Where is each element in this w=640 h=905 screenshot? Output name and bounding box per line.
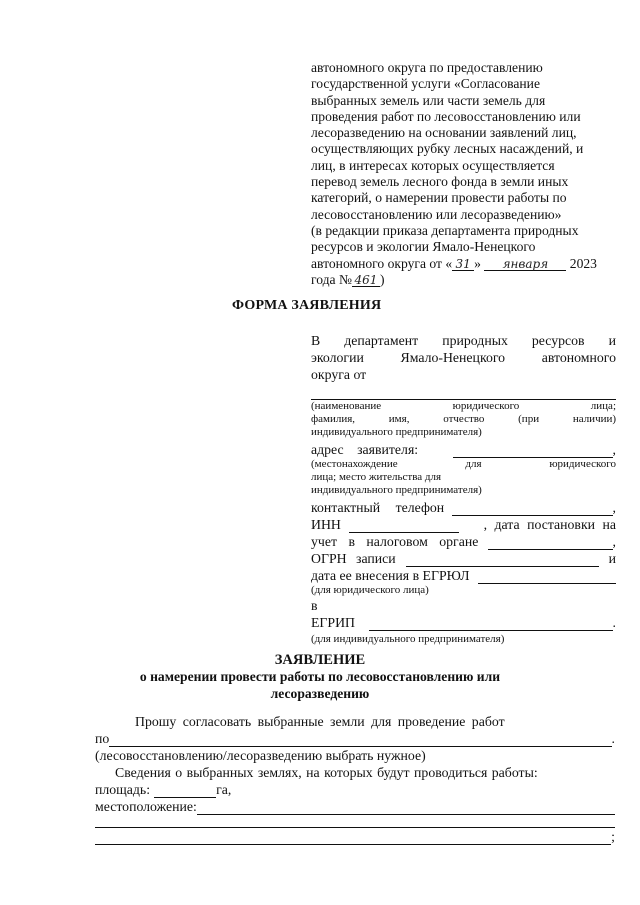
location-field[interactable]	[197, 800, 615, 815]
order-date-line	[311, 256, 611, 272]
word: Ямало-Ненецкого	[400, 350, 506, 365]
word: ресурсов	[531, 333, 585, 348]
egrul-date-field[interactable]	[478, 569, 617, 584]
inn-label: ИНН	[311, 517, 341, 532]
word: юридического	[549, 458, 617, 470]
area-unit: га,	[216, 782, 232, 797]
hint-name-3: индивидуального предпринимателя)	[311, 426, 482, 438]
ogrn-field[interactable]	[406, 552, 599, 567]
order-number-handwritten: 461	[352, 272, 380, 287]
punct: ,	[612, 442, 616, 457]
word: имя,	[388, 413, 410, 425]
tax-row	[311, 533, 616, 550]
intro-line: осуществляющих рубку лесных насаждений, и	[311, 141, 584, 157]
egrip-row	[311, 597, 616, 631]
egrul-row	[311, 567, 616, 584]
date-mid: »	[474, 255, 481, 271]
application-subtitle-2: лесоразведению	[270, 686, 370, 701]
intro-line: проведения работ по лесовосстановлению или	[311, 108, 581, 124]
po-label: по	[95, 731, 110, 746]
application-subtitle-1: о намерении провести работы по лесовосстановлению или	[139, 669, 501, 684]
word: (наименование	[311, 400, 382, 412]
phone-label: контактный телефон	[311, 500, 445, 515]
inn-tail: , дата постановки на	[483, 517, 616, 532]
word: экологии	[311, 350, 364, 365]
word: отчество	[443, 413, 485, 425]
location-label: местоположение:	[95, 799, 197, 814]
hint-address-3: индивидуального предпринимателя)	[311, 484, 482, 496]
address-field[interactable]	[453, 443, 613, 458]
addressee-line-2	[311, 349, 616, 366]
addressee-line-1	[311, 332, 616, 349]
location-field-line-3[interactable]	[95, 830, 611, 845]
work-type-field[interactable]	[109, 732, 611, 747]
inn-field[interactable]	[349, 518, 459, 533]
word: и	[608, 333, 616, 348]
number-prefix: года №	[311, 271, 352, 287]
word: наличии)	[572, 413, 617, 425]
date-month-handwritten: января	[484, 256, 566, 271]
intro-line: лиц, в интересах которых осуществляется	[311, 157, 555, 173]
address-row	[311, 441, 616, 458]
intro-line: перевод земель лесного фонда в земли иных	[311, 174, 569, 190]
area-label: площадь:	[95, 782, 151, 797]
word: природных	[442, 333, 508, 348]
punct: ,	[612, 500, 616, 515]
application-body	[95, 713, 615, 845]
address-label: адрес заявителя:	[311, 442, 419, 457]
intro-line: лесовосстановлению или лесоразведению»	[311, 206, 562, 222]
egrul-label: дата ее внесения в ЕГРЮЛ	[311, 568, 470, 583]
ogrn-row	[311, 550, 616, 567]
ogrn-end: и	[608, 551, 616, 566]
punct: ;	[611, 829, 615, 844]
word: фамилия,	[311, 413, 356, 425]
intro-line: выбранных земель или части земель для	[311, 92, 546, 108]
work-type-row	[95, 730, 615, 747]
hint-name-2	[311, 413, 616, 426]
addressee-line-3: округа от	[311, 367, 367, 382]
word: (при	[518, 413, 540, 425]
number-suffix: )	[379, 271, 385, 287]
location-field-line-2[interactable]	[95, 815, 615, 828]
intro-line: (в редакции приказа департамента природных	[311, 222, 579, 238]
intro-line: автономного округа по предоставлению	[311, 60, 543, 75]
egrip-date-field[interactable]	[369, 616, 613, 631]
word: юридического	[452, 400, 520, 412]
inn-row	[311, 516, 616, 533]
date-year: 2023	[569, 255, 597, 271]
egrip-label: в ЕГРИП	[311, 598, 356, 630]
form-title: ФОРМА ЗАЯВЛЕНИЯ	[232, 298, 382, 313]
word: департамент	[344, 333, 419, 348]
order-number-line	[311, 272, 611, 288]
hint-entrepreneur: (для индивидуального предпринимателя)	[311, 633, 505, 645]
request-line: Прошу согласовать выбранные земли для проведение работ	[135, 714, 505, 729]
word: В	[311, 333, 321, 348]
location-row	[95, 798, 615, 815]
punct: ,	[612, 534, 616, 549]
hint-name-1	[311, 400, 616, 413]
hint-address-2: лица; место жительства для	[311, 471, 442, 483]
order-reference-block	[311, 60, 611, 288]
phone-field[interactable]	[452, 501, 612, 516]
application-title: ЗАЯВЛЕНИЕ	[274, 652, 366, 668]
date-day-handwritten: 31	[452, 256, 474, 271]
tax-date-field[interactable]	[488, 535, 612, 550]
intro-line: ресурсов и экологии Ямало-Ненецкого	[311, 239, 536, 255]
location-line-3-row	[95, 828, 615, 845]
punct: .	[612, 615, 616, 630]
hint-address-1	[311, 458, 616, 471]
info-line: Сведения о выбранных землях, на которых будут проводиться работы:	[115, 765, 538, 780]
word: автономного	[541, 350, 616, 365]
word: для	[465, 458, 482, 470]
intro-line: государственной услуги «Согласование	[311, 76, 540, 92]
ogrn-label: ОГРН записи	[311, 551, 396, 566]
tax-label: учет в налоговом органе	[311, 534, 479, 549]
area-row	[95, 781, 615, 798]
phone-row	[311, 499, 616, 516]
word: (местонахождение	[311, 458, 398, 470]
date-prefix: автономного округа от «	[311, 255, 453, 271]
intro-line: категорий, о намерении провести работы по	[311, 190, 567, 206]
choose-hint: (лесовосстановлению/лесоразведению выбрать нужное)	[95, 748, 426, 763]
hint-legal-entity: (для юридического лица)	[311, 584, 429, 596]
area-field[interactable]	[154, 783, 216, 798]
applicant-name-field[interactable]	[311, 383, 616, 400]
word: лица;	[590, 400, 616, 412]
addressee-block	[311, 332, 616, 646]
intro-line: лесоразведению на основании заявлений лиц,	[311, 125, 577, 141]
punct: .	[611, 731, 615, 746]
